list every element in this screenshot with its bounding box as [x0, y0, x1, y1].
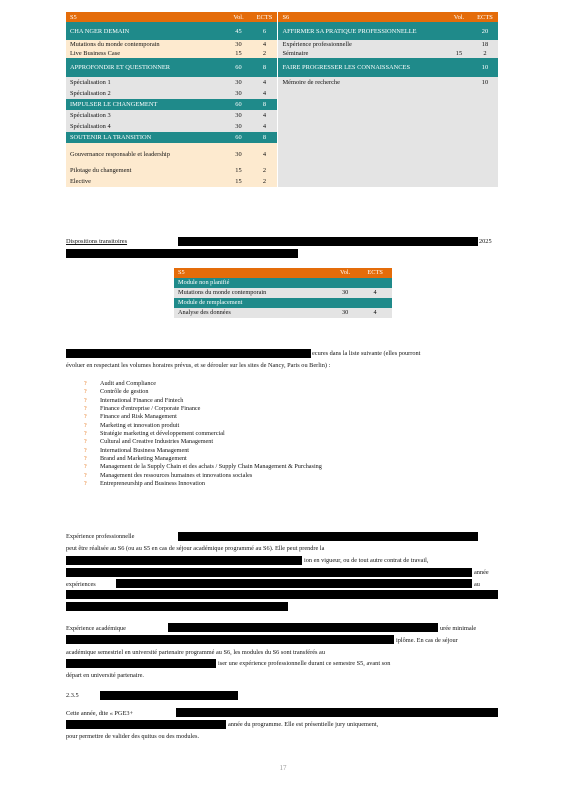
row-vol: 30	[226, 110, 252, 121]
row-vol: 60	[226, 132, 252, 143]
list-item	[84, 388, 322, 396]
row-vol: 30	[226, 88, 252, 99]
bullet-icon: ?	[84, 456, 87, 463]
row-ects: 4	[251, 143, 277, 165]
row-vol: 15	[446, 49, 472, 58]
acad-line3: académique semestriel en université partenaire programmé au S6, les modules du S6 sont transférés au	[66, 649, 325, 656]
row-label: Mutations du monde contemporain	[66, 40, 226, 49]
list-item-text: Marketing et innovation produit	[100, 421, 180, 429]
acad-title: Expérience académique	[66, 625, 126, 632]
row-vol: 30	[332, 288, 358, 298]
row-label: Mutations du monde contemporain	[174, 288, 332, 298]
row-label: Spécialisation 4	[66, 121, 226, 132]
header-ects: ECTS	[251, 12, 277, 22]
list-item-text: Finance d'entreprise / Corporate Finance	[100, 405, 201, 413]
row-ects: 10	[472, 77, 498, 187]
specialization-list	[84, 380, 322, 488]
row-label: Live Business Case	[66, 49, 226, 58]
list-item	[84, 455, 322, 463]
bullet-icon: ?	[84, 447, 87, 454]
redaction-bar	[66, 635, 394, 644]
pro-line3: ion en vigueur, ou de tout autre contrat de travail,	[304, 557, 429, 564]
dispositions-year: 2025	[479, 238, 492, 245]
list-item-text: Management de la Supply Chain et des achats / Supply Chain Management & Purchasing	[100, 463, 322, 471]
bullet-icon: ?	[84, 439, 87, 446]
row-label: Spécialisation 1	[66, 77, 226, 88]
header-s6: S6	[278, 12, 446, 22]
redaction-bar	[178, 532, 478, 541]
redaction-bar	[116, 579, 472, 588]
redaction-bar	[178, 237, 478, 246]
table-row	[66, 77, 498, 88]
transition-table	[174, 268, 392, 318]
row-ects: 4	[251, 121, 277, 132]
row-label: Pilotage du changement	[66, 165, 226, 176]
row-vol: 15	[226, 176, 252, 187]
row-vol	[446, 77, 472, 187]
list-item-text: Brand and Marketing Management	[100, 455, 187, 463]
row-vol: 15	[226, 49, 252, 58]
acad-line4: iser une expérience professionnelle durant ce semestre S5, avant son	[218, 660, 391, 667]
bullet-icon: ?	[84, 397, 87, 404]
table-row	[174, 288, 392, 298]
row-ects: 18	[472, 40, 498, 49]
redaction-bar	[66, 590, 498, 599]
row-vol: 15	[226, 165, 252, 176]
table-row	[66, 58, 498, 77]
row-ects: 4	[358, 308, 392, 318]
row-ects: 4	[251, 110, 277, 121]
row-vol: 30	[332, 308, 358, 318]
header-ects: ECTS	[358, 268, 392, 278]
list-item-text: Entrepreneurship and Business Innovation	[100, 480, 205, 488]
list-item	[84, 413, 322, 421]
bullet-icon: ?	[84, 414, 87, 421]
table-row	[174, 298, 392, 308]
row-ects: 2	[251, 165, 277, 176]
table-row	[66, 49, 498, 58]
row-label: SOUTENIR LA TRANSITION	[66, 132, 226, 143]
row-label: Spécialisation 3	[66, 110, 226, 121]
row-ects: 2	[472, 49, 498, 58]
list-item	[84, 422, 322, 430]
bullet-icon: ?	[84, 422, 87, 429]
bullet-icon: ?	[84, 464, 87, 471]
row-label: Module non planifié	[174, 278, 392, 288]
list-item	[84, 472, 322, 480]
redaction-bar	[66, 720, 226, 729]
row-ects: 6	[251, 22, 277, 40]
list-item	[84, 397, 322, 405]
redaction-bar	[66, 659, 216, 668]
row-label: CHA NGER DEMAIN	[66, 22, 226, 40]
row-ects: 4	[251, 40, 277, 49]
list-item	[84, 463, 322, 471]
row-label: APPROFONDIR ET QUESTIONNER	[66, 58, 226, 77]
header-vol6: Vol.	[446, 12, 472, 22]
acad-line2: iplôme. En cas de séjour	[396, 637, 458, 644]
acad-line5: départ en université partenaire.	[66, 672, 144, 679]
pro-line3-end: année	[474, 569, 489, 576]
table-row	[174, 278, 392, 288]
table-row	[66, 40, 498, 49]
header-s5: S5	[174, 268, 332, 278]
list-item-text: Stratégie marketing et développement commercial	[100, 430, 225, 438]
list-item	[84, 438, 322, 446]
list-item-text: Finance and Risk Management	[100, 413, 177, 421]
dispositions-label: Dispositions transitoires	[66, 238, 128, 245]
row-ects: 4	[358, 288, 392, 298]
list-item-text: International Business Management	[100, 446, 190, 454]
bullet-icon: ?	[84, 481, 87, 488]
row-label: Mémoire de recherche	[278, 77, 446, 187]
row-label: FAIRE PROGRESSER LES CONNAISSANCES	[278, 58, 446, 77]
pge-line1: Cette année, dite « PGE3+	[66, 710, 134, 717]
redaction-bar	[100, 691, 238, 700]
row-vol: 30	[226, 77, 252, 88]
list-item	[84, 430, 322, 438]
redaction-bar	[66, 556, 302, 565]
list-item	[84, 480, 322, 488]
header-vol: Vol.	[332, 268, 358, 278]
table-row	[174, 308, 392, 318]
acad-line1: urée minimale	[440, 625, 477, 632]
list-item	[84, 380, 322, 388]
row-label: Elective	[66, 176, 226, 187]
row-vol	[446, 58, 472, 77]
redaction-bar	[66, 249, 298, 258]
row-ects: 2	[251, 49, 277, 58]
row-vol	[446, 40, 472, 49]
row-label: Séminaire	[278, 49, 446, 58]
intro-line1: ecures dans la liste suivante (elles pourront	[312, 350, 421, 357]
row-ects: 2	[251, 176, 277, 187]
section-number: 2.3.5	[66, 692, 79, 699]
redaction-bar	[176, 708, 498, 717]
bullet-icon: ?	[84, 381, 87, 387]
redaction-bar	[66, 568, 472, 577]
row-ects: 20	[472, 22, 498, 40]
list-item-text: Management des ressources humaines et innovations sociales	[100, 471, 253, 479]
pro-line4: expériences	[66, 581, 96, 588]
redaction-bar	[168, 623, 438, 632]
header-vol: Vol.	[226, 12, 252, 22]
bullet-icon: ?	[84, 472, 87, 479]
row-ects: 8	[251, 99, 277, 110]
pro-line2: peut être réalisée au S6 (ou au S5 en cas de séjour académique programmé au S6). Elle peut prendre la	[66, 545, 325, 552]
list-item-text: International Finance and Fintech	[100, 396, 184, 404]
list-item-text: Cultural and Creative Industries Management	[100, 438, 214, 446]
table-header	[174, 268, 392, 278]
row-ects: 8	[251, 58, 277, 77]
header-ects6: ECTS	[472, 12, 498, 22]
row-ects: 10	[472, 58, 498, 77]
list-item	[84, 447, 322, 455]
redaction-bar	[66, 602, 288, 611]
list-item-text: Audit and Compliance	[100, 380, 157, 387]
bullet-icon: ?	[84, 431, 87, 438]
redaction-bar	[66, 349, 311, 358]
header-s5: S5	[66, 12, 226, 22]
list-item-text: Contrôle de gestion	[100, 388, 149, 396]
row-label: Module de remplacement	[174, 298, 392, 308]
row-vol: 30	[226, 40, 252, 49]
curriculum-table	[66, 12, 498, 187]
row-label: Analyse des données	[174, 308, 332, 318]
row-vol: 60	[226, 99, 252, 110]
row-vol	[446, 22, 472, 40]
table-header	[66, 12, 498, 22]
row-ects: 8	[251, 132, 277, 143]
pro-title: Expérience professionnelle	[66, 533, 135, 540]
row-vol: 30	[226, 121, 252, 132]
intro-line2: évoluer en respectant les volumes horaires prévus, et se dérouler sur les sites de Nancy, Paris ou Berlin) :	[66, 362, 331, 369]
bullet-icon: ?	[84, 389, 87, 396]
pro-line4-end: au	[474, 581, 480, 588]
row-vol: 60	[226, 58, 252, 77]
row-label: AFFIRMER SA PRATIQUE PROFESSIONNELLE	[278, 22, 446, 40]
bullet-icon: ?	[84, 406, 87, 413]
row-label: IMPULSER LE CHANGEMENT	[66, 99, 226, 110]
row-ects: 4	[251, 88, 277, 99]
row-label: Gouvernance responsable et leadership	[66, 143, 226, 165]
row-label: Spécialisation 2	[66, 88, 226, 99]
row-vol: 30	[226, 143, 252, 165]
page-number: 17	[279, 764, 287, 772]
pge-line2: année du programme. Elle est présentielle jury uniquement,	[228, 721, 379, 728]
list-item	[84, 405, 322, 413]
pge-line3: pour permettre de valider des quitus ou des modules.	[66, 733, 200, 740]
table-row	[66, 22, 498, 40]
row-label: Expérience professionnelle	[278, 40, 446, 49]
row-ects: 4	[251, 77, 277, 88]
row-vol: 45	[226, 22, 252, 40]
